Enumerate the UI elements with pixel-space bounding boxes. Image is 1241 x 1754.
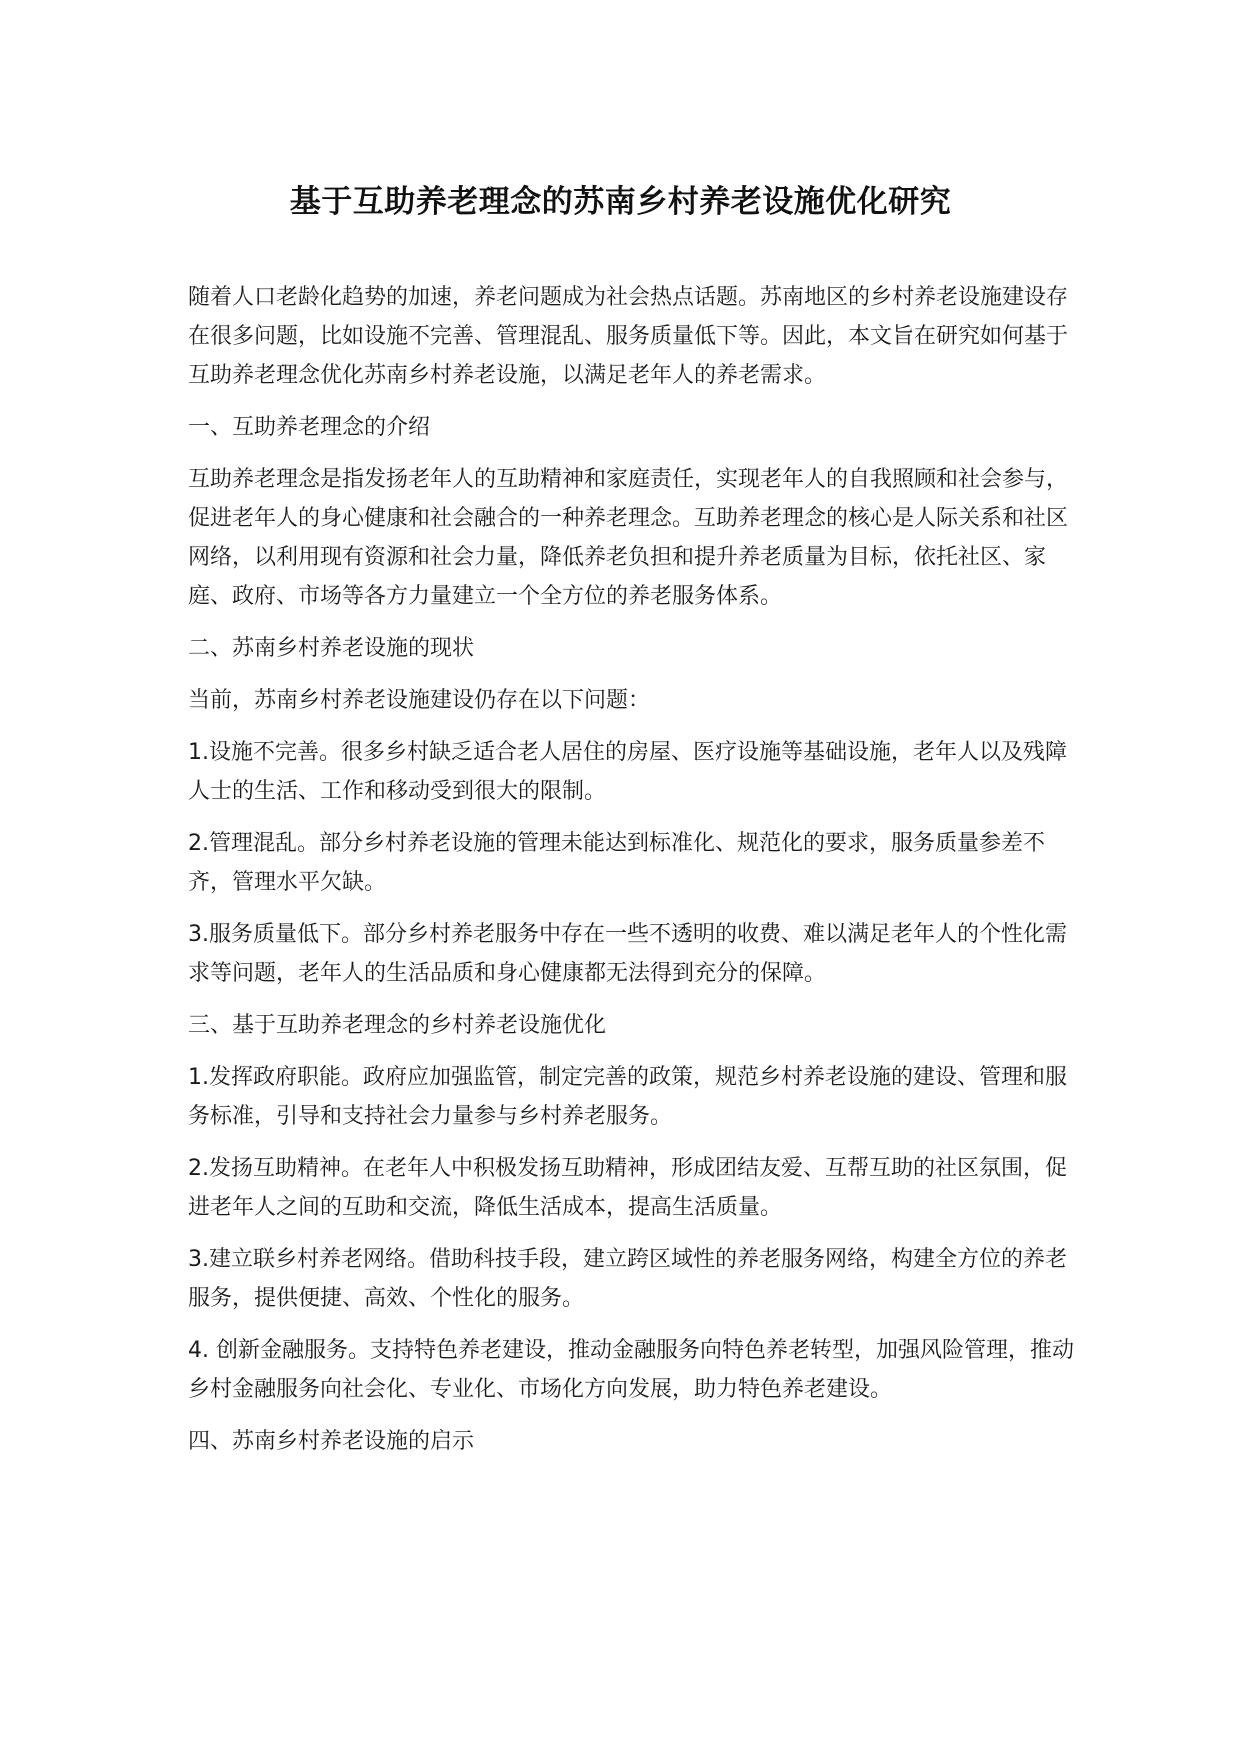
section-heading-3: 三、基于互助养老理念的乡村养老设施优化	[188, 1013, 607, 1038]
list-item-issue-1: 1.设施不完善。很多乡村缺乏适合老人居住的房屋、医疗设施等基础设施，老年人以及残障人士的生活、工作和移动受到很大的限制。	[188, 740, 1067, 804]
list-item-issue-3: 3.服务质量低下。部分乡村养老服务中存在一些不透明的收费、难以满足老年人的个性化需求等问题，老年人的生活品质和身心健康都无法得到充分的保障。	[188, 922, 1067, 986]
section-heading-1: 一、互助养老理念的介绍	[188, 415, 431, 440]
paragraph-current-issues: 当前，苏南乡村养老设施建设仍存在以下问题：	[188, 688, 651, 713]
paragraph-intro: 随着人口老龄化趋势的加速，养老问题成为社会热点话题。苏南地区的乡村养老设施建设存在很多问题，比如设施不完善、管理混乱、服务质量低下等。因此，本文旨在研究如何基于互助养老理念优化苏南乡村养老设施，以满足老年人的养老需求。	[188, 285, 1069, 388]
list-item-measure-4: 4. 创新金融服务。支持特色养老建设，推动金融服务向特色养老转型，加强风险管理，推动乡村金融服务向社会化、专业化、市场化方向发展，助力特色养老建设。	[188, 1338, 1074, 1402]
list-item-measure-3: 3.建立联乡村养老网络。借助科技手段，建立跨区域性的养老服务网络，构建全方位的养老服务，提供便捷、高效、个性化的服务。	[188, 1247, 1067, 1311]
paragraph-concept: 互助养老理念是指发扬老年人的互助精神和家庭责任，实现老年人的自我照顾和社会参与，促进老年人的身心健康和社会融合的一种养老理念。互助养老理念的核心是人际关系和社区网络，以利用现有资源和社会力量，降低养老负担和提升养老质量为目标，依托社区、家庭、政府、市场等各方力量建立一个全方位的养老服务体系。	[188, 467, 1069, 609]
section-heading-4: 四、苏南乡村养老设施的启示	[188, 1429, 475, 1454]
list-item-measure-1: 1.发挥政府职能。政府应加强监管，制定完善的政策，规范乡村养老设施的建设、管理和服务标准，引导和支持社会力量参与乡村养老服务。	[188, 1065, 1067, 1129]
list-item-measure-2: 2.发扬互助精神。在老年人中积极发扬互助精神，形成团结友爱、互帮互助的社区氛围，促进老年人之间的互助和交流，降低生活成本，提高生活质量。	[188, 1156, 1067, 1220]
list-item-issue-2: 2.管理混乱。部分乡村养老设施的管理未能达到标准化、规范化的要求，服务质量参差不齐，管理水平欠缺。	[188, 831, 1045, 895]
section-heading-2: 二、苏南乡村养老设施的现状	[188, 636, 475, 661]
document-title: 基于互助养老理念的苏南乡村养老设施优化研究	[289, 184, 952, 220]
document-body	[188, 278, 1078, 1461]
